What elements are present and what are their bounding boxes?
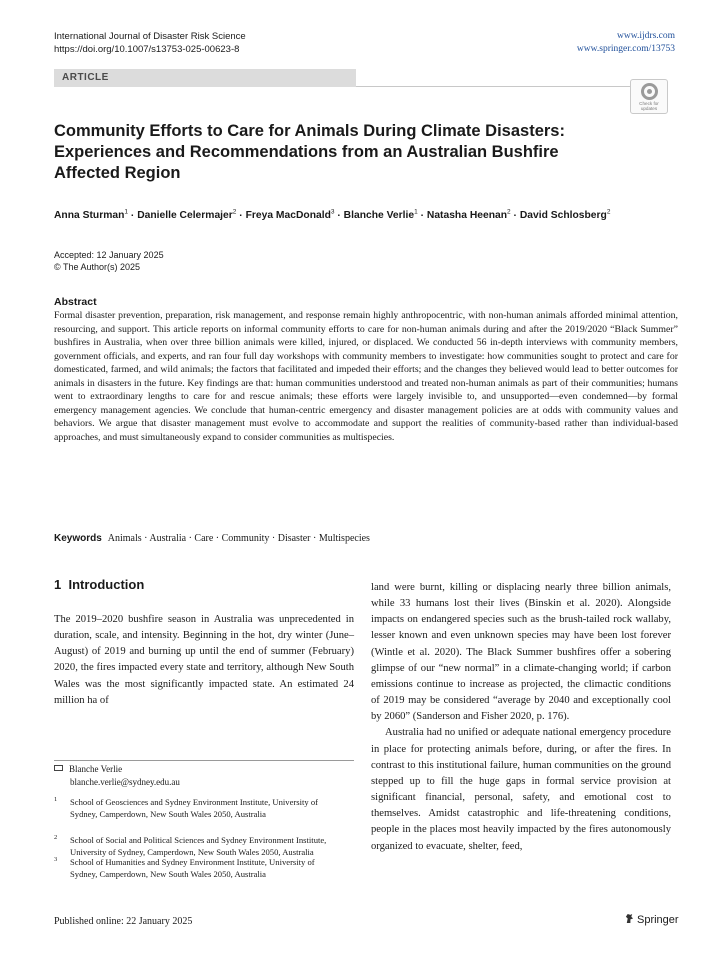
intro-paragraph: land were burnt, killing or displacing nearly three billion animals, while 33 humans lost their lives (Binskin et al. 2020). Alongside impacts on endangered species such as the brush-tailed rock wallaby, lesser known and even unknown species may have been lost forever (Wintle et al. 2020). The Black Summer bushfires offer a sobering glimpse of our “new normal” in a climate-changing world; if carbon emissions continue to increase as projected, the climactic conditions of 2019 may be considered “average by 2040 and exceptionally cool by 2060” (Sanderson and Fisher 2020, p. 176). [371, 582, 671, 723]
body-column-right [371, 580, 671, 855]
check-for-updates-icon [641, 83, 658, 100]
check-for-updates-label: Check for updates [639, 101, 659, 111]
springer-horse-icon [625, 913, 634, 924]
section-heading [54, 577, 144, 592]
author-separator: · [337, 210, 341, 222]
section-number: 1 [54, 577, 62, 592]
intro-paragraph: The 2019–2020 bushfire season in Australia was unprecedented in duration, scale, and intensity. Beginning in the hot, dry winter (June–August) of 2019 and burning up until the end of summer (February) 2020, the fires impacted every state and territory, although New South Wales was the most significantly impacted state. An estimated 24 million ha of [54, 614, 354, 706]
check-for-updates-button[interactable] [630, 79, 668, 114]
author[interactable]: Freya MacDonald$^3$ [245, 209, 335, 222]
article-dates [54, 249, 164, 273]
affiliation-text: School of Humanities and Sydney Environment Institute, University of Sydney, Camperdown, New South Wales 2050, Australia [70, 857, 315, 879]
journal-site-link[interactable]: www.ijdrs.com [617, 31, 675, 41]
published-online: Published online: 22 January 2025 [54, 916, 193, 927]
intro-paragraph: Australia had no unified or adequate national emergency procedure in place for protecting animals before, during, or after the fires. In contrast to this institutional failure, human communities on the ground stepped up to fill the huge gaps in formal service provision at significant financial, personal, safety, and emotional cost to themselves. Amidst catastrophic and life-threatening conditions, people in the places most heavily impacted by the fires autonomously organized to evacuate, shelter, feed, [371, 727, 671, 852]
author[interactable]: Anna Sturman$^1$ [54, 209, 128, 222]
keywords-items: Animals · Australia · Care · Community · Disaster · Multispecies [107, 533, 370, 544]
affiliation [54, 834, 344, 858]
article-bar-rule [356, 86, 665, 87]
author[interactable]: Natasha Heenan$^2$ [426, 209, 511, 222]
article-type-bar [54, 69, 356, 87]
accepted-date: Accepted: 12 January 2025 [54, 250, 164, 260]
article-title: Community Efforts to Care for Animals During Climate Disasters: Experiences and Recommendations from an Australian Bushfire Affected Region [54, 122, 565, 182]
abstract-heading: Abstract [54, 296, 97, 308]
author-separator: · [420, 210, 425, 222]
keywords-line [54, 533, 370, 544]
affiliation [54, 856, 344, 880]
springer-site-link[interactable]: www.springer.com/13753 [576, 44, 675, 54]
footnote-rule [54, 760, 354, 761]
author[interactable]: Blanche Verlie$^1$ [343, 209, 418, 222]
article-type-label: ARTICLE [62, 72, 109, 83]
abstract-text: Formal disaster prevention, preparation, risk management, and response remain highly anthropocentric, with non-human animals afforded minimal attention, resourcing, and support. This article reports on informal community efforts to care for non-human animals during and after the 2019/2020 “Black Summer” bushfires in Australia, when over three billion animals were killed, injured, or displaced. We conducted 56 in-depth interviews with community members, government officials, and experts, and ran four full day workshops with community members to investigate: how communities sought to protect and care for domesticated, farmed, and wild animals; the factors that facilitated and impeded their efforts; and the changes they believed would lead to better outcomes for animals in disasters in the future. Key findings are that: human communities understood and treated non-human animals as part of their communities; humans went to extraordinary lengths to care for and rescue animals; these efforts were largely invisible to, and unsupported—even condemned—by formal emergency management agencies. We conclude that human-centric emergency and disaster management policies are at odds with community values and behaviors. We argue that disaster management must evolve to accommodate and support the realities of community-based rather than individual-based approaches, and must simultaneously expand to consider communities as multispecies. [54, 310, 678, 443]
corresponding-name: Blanche Verlie [69, 764, 123, 774]
abstract-block [54, 296, 678, 444]
section-title: Introduction [68, 577, 145, 592]
publisher-logo [625, 913, 679, 926]
keywords-label: Keywords [54, 533, 102, 544]
affiliation-number: 1 [54, 796, 58, 803]
affiliation-number: 3 [54, 856, 58, 863]
corresponding-email[interactable]: blanche.verlie@sydney.edu.au [70, 777, 180, 787]
journal-name: International Journal of Disaster Risk Science [54, 31, 246, 42]
affiliation-number: 2 [54, 834, 58, 841]
affiliation [54, 796, 344, 820]
copyright-line: © The Author(s) 2025 [54, 262, 141, 272]
author-separator: · [513, 210, 517, 222]
author[interactable]: David Schlosberg$^2$ [519, 209, 611, 222]
envelope-icon [54, 765, 63, 771]
doi-link[interactable]: https://doi.org/10.1007/s13753-025-00623-8 [54, 44, 240, 55]
affiliation-text: School of Geosciences and Sydney Environment Institute, University of Sydney, Camperdown, New South Wales 2050, Australia [70, 797, 318, 819]
author[interactable]: Danielle Celermajer$^2$ [137, 209, 237, 222]
author-list [54, 209, 694, 221]
publisher-name: Springer [637, 914, 679, 926]
author-separator: · [130, 210, 135, 222]
running-header-left [54, 30, 246, 56]
corresponding-author [54, 763, 180, 789]
author-separator: · [239, 210, 243, 222]
affiliation-text: School of Social and Political Sciences and Sydney Environment Institute, University of Sydney, Camperdown, New South Wales 2050, Australia [70, 835, 327, 857]
body-column-left [54, 612, 354, 709]
running-header-right [577, 30, 675, 56]
